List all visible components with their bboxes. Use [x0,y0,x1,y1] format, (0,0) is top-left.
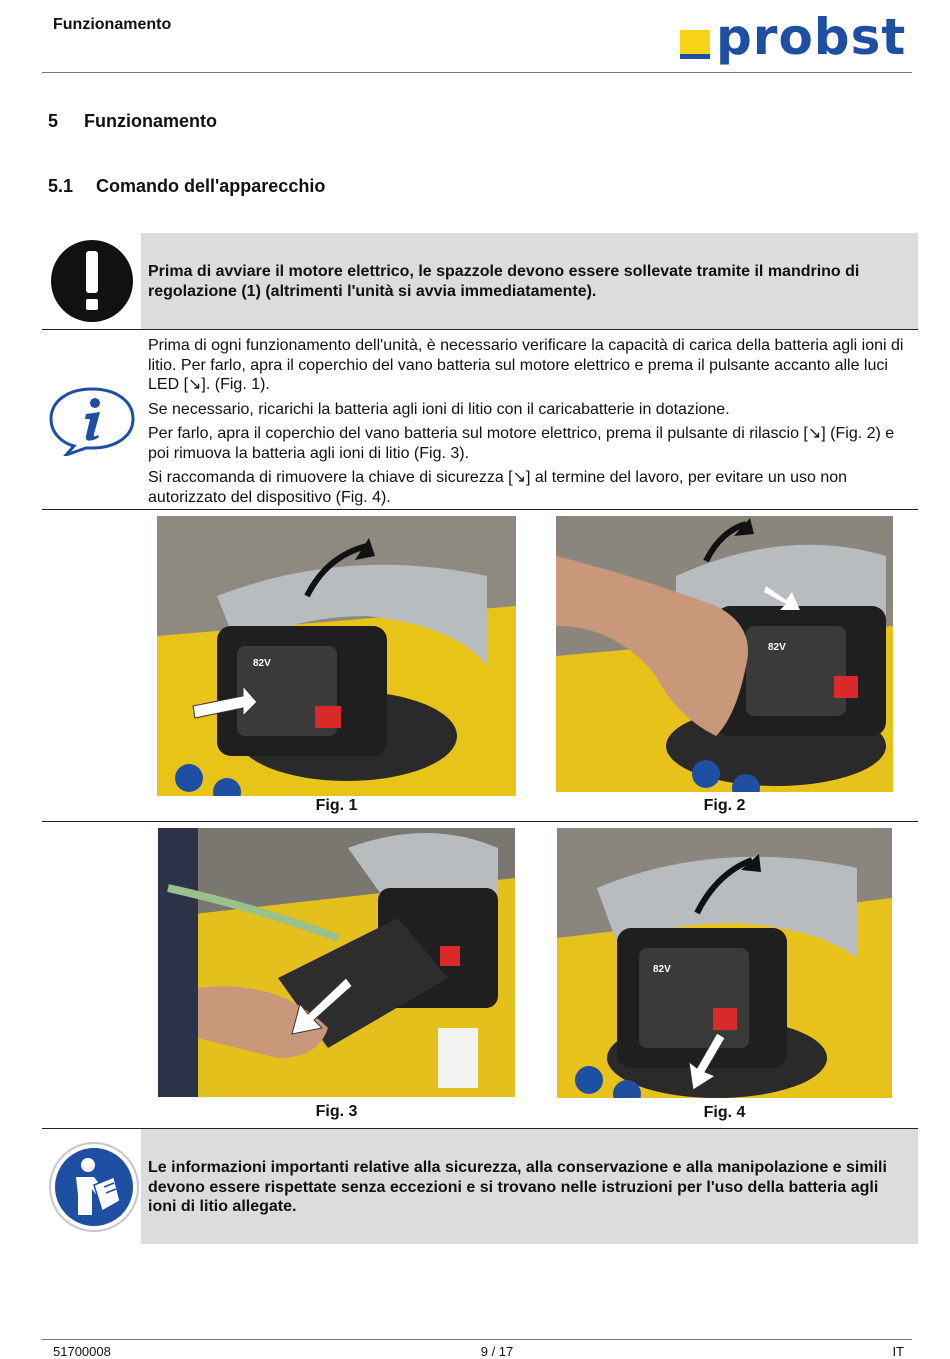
logo-blue-bar [680,54,710,59]
figure-2-caption: Fig. 2 [703,797,746,814]
footer-language: IT [892,1344,904,1359]
figures-row-rule [42,821,918,822]
footer-rule [42,1339,912,1340]
section-title: Funzionamento [84,111,217,131]
figure-2-photo [556,516,893,792]
info-paragraph: Si raccomanda di rimuovere la chiave di sicurezza [↘] al termine del lavoro, per evitare un uso non autorizzato del dispositivo (Fig. 4). [148,469,848,506]
info-rule [42,509,918,510]
logo-text: probst [716,8,907,66]
info-text-block [148,336,913,512]
probst-logo [680,8,907,68]
subsection-title: Comando dell'apparecchio [96,176,326,196]
exclamation-icon [50,239,134,323]
figure-1-caption: Fig. 1 [315,797,358,814]
footer-doc-number: 51700008 [53,1344,111,1359]
section-heading [48,111,217,132]
battery-badge: 82V [768,642,786,653]
header-section-title: Funzionamento [53,16,172,33]
figure-4-photo [557,828,892,1098]
info-icon [48,386,136,456]
info-paragraph: Prima di ogni funzionamento dell'unità, è necessario verificare la capacità di carica della batteria agli ioni di litio. Per farlo, apra il coperchio del vano batteria sul motore elettrico e prema il pulsante accanto alle luci LED [↘]. (Fig. 1). [148,337,904,393]
battery-badge: 82V [653,964,671,975]
manual-note-text: Le informazioni importanti relative alla sicurezza, alla conservazione e alla manipolazione e simili devono essere rispettate senza eccezioni e si trovano nelle istruzioni per l'uso della batteria agli ioni di litio allegate. [148,1159,887,1215]
figure-3-photo [158,828,515,1097]
info-paragraph: Se necessario, ricarichi la batteria agli ioni di litio con il caricabatterie in dotazione. [148,400,730,418]
warning-rule [42,329,918,330]
subsection-number: 5.1 [48,176,74,196]
info-paragraph: Per farlo, apra il coperchio del vano batteria sul motore elettrico, prema il pulsante di rilascio [↘] (Fig. 2) e poi rimuova la batteria agli ioni di litio (Fig. 3). [148,425,895,462]
footer-page-number: 9 / 17 [480,1344,514,1359]
header-rule [42,72,912,73]
subsection-heading [48,176,325,197]
battery-badge: 82V [253,658,271,669]
logo-yellow-bar [680,30,710,54]
read-manual-icon [48,1135,140,1239]
figure-3-caption: Fig. 3 [315,1103,358,1120]
section-number: 5 [48,111,59,131]
figure-1-photo [157,516,516,796]
warning-text: Prima di avviare il motore elettrico, le spazzole devono essere sollevate tramite il mandrino di regolazione (1) (altrimenti l'unità si avvia immediatamente). [148,263,860,300]
figure-4-caption: Fig. 4 [703,1104,746,1121]
